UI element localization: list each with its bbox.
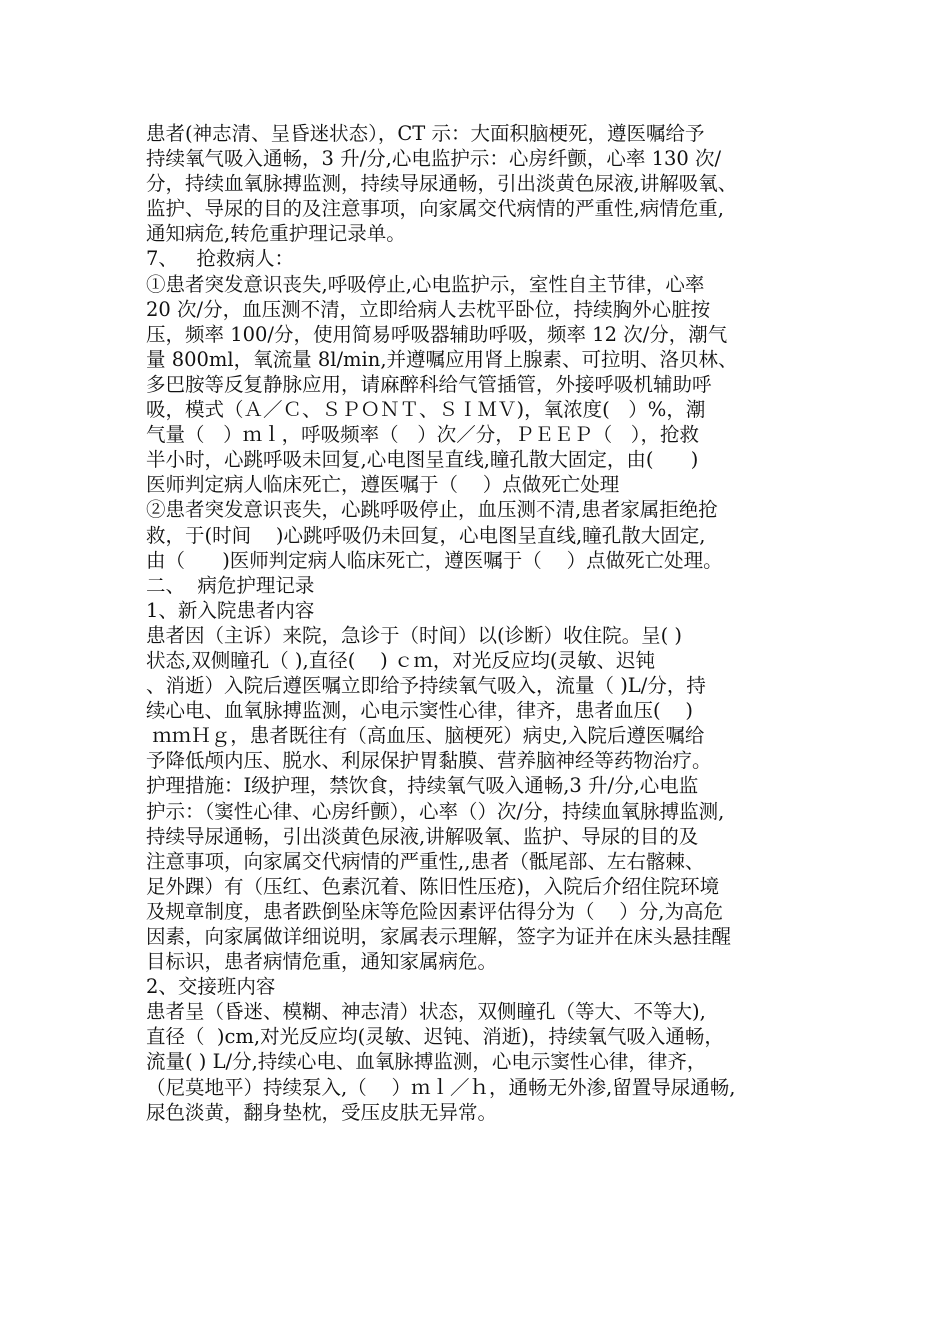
text-line: 通知病危,转危重护理记录单。 bbox=[146, 222, 406, 246]
text-line: 流量( ) L/分,持续心电、血氧脉搏监测，心电示窦性心律，律齐， bbox=[146, 1050, 707, 1074]
text-line: 持续导尿通畅，引出淡黄色尿液,讲解吸氧、监护、导尿的目的及 bbox=[146, 824, 699, 848]
text-line: 由（ )医师判定病人临床死亡，遵医嘱于（ ）点做死亡处理。 bbox=[146, 548, 723, 572]
text-line: 护示：（窦性心律、心房纤颤），心率（）次/分，持续血氧脉搏监测, bbox=[146, 799, 725, 823]
text-line: ②患者突发意识丧失，心跳呼吸停止，血压测不清,患者家属拒绝抢 bbox=[146, 498, 718, 522]
text-line: 持续氧气吸入通畅，3 升/分,心电监护示：心房纤颤，心率 130 次/ bbox=[146, 147, 722, 171]
text-line: ①患者突发意识丧失,呼吸停止,心电监护示，室性自主节律，心率 bbox=[146, 272, 705, 296]
text-line: 吸，模式（Ａ／Ｃ、ＳＰＯＮＴ、ＳＩＭＶ)，氧浓度( ）%，潮 bbox=[146, 398, 706, 422]
text-line: 状态,双侧瞳孔（ ),直径( ) ｃｍ，对光反应均(灵敏、迟钝 bbox=[146, 648, 656, 672]
text-line: 续心电、血氧脉搏监测，心电示窦性心律，律齐，患者血压( ) bbox=[146, 699, 694, 723]
text-line: 护理措施：I级护理，禁饮食，持续氧气吸入通畅,3 升/分,心电监 bbox=[146, 774, 699, 798]
text-line: 多巴胺等反复静脉应用，请麻醉科给气管插管，外接呼吸机辅助呼 bbox=[146, 372, 712, 396]
text-line: 监护、导尿的目的及注意事项，向家属交代病情的严重性,病情危重, bbox=[146, 197, 724, 221]
text-line: 直径（ )cm,对光反应均(灵敏、迟钝、消逝)，持续氧气吸入通畅， bbox=[146, 1025, 724, 1049]
text-line: 患者呈（昏迷、模糊、神志清）状态，双侧瞳孔（等大、不等大), bbox=[146, 1000, 706, 1024]
text-line: 1、新入院患者内容 bbox=[146, 598, 315, 622]
text-line: 注意事项，向家属交代病情的严重性,,患者（骶尾部、左右髂棘、 bbox=[146, 849, 705, 873]
text-line: 分，持续血氧脉搏监测，持续导尿通畅，引出淡黄色尿液,讲解吸氧、 bbox=[146, 172, 738, 196]
text-line: 7、 抢救病人： bbox=[146, 247, 295, 271]
text-line: 救，于(时间 )心跳呼吸仍未回复，心电图呈直线,瞳孔散大固定, bbox=[146, 523, 706, 547]
text-line: 予降低颅内压、脱水、利尿保护胃黏膜、营养脑神经等药物治疗。 bbox=[146, 749, 712, 773]
text-line: 气量（ ）ｍｌ，呼吸频率（ ）次／分，ＰＥＥＰ（ ），抢救 bbox=[146, 423, 700, 447]
text-line: 半小时，心跳呼吸未回复,心电图呈直线,瞳孔散大固定，由( ) bbox=[146, 448, 699, 472]
document-body bbox=[146, 121, 846, 1125]
text-line: 及规章制度，患者跌倒坠床等危险因素评估得分为（ ）分,为高危 bbox=[146, 899, 723, 923]
text-line: 患者因（主诉）来院，急诊于（时间）以(诊断）收住院。呈( ) bbox=[146, 623, 683, 647]
text-line: 足外踝）有（压红、色素沉着、陈旧性压疮)，入院后介绍住院环境 bbox=[146, 874, 720, 898]
text-line: 2、交接班内容 bbox=[146, 975, 276, 999]
text-line: ｍｍＨｇ，患者既往有（高血压、脑梗死）病史,入院后遵医嘱给 bbox=[146, 724, 705, 748]
text-line: 医师判定病人临床死亡，遵医嘱于（ ）点做死亡处理 bbox=[146, 473, 620, 497]
text-line: 量 800ml，氧流量 8l/min,并遵嘱应用肾上腺素、可拉明、洛贝林、 bbox=[146, 347, 738, 371]
text-line: 尿色淡黄，翻身垫枕，受压皮肤无异常。 bbox=[146, 1100, 498, 1124]
text-line: 患者(神志清、呈昏迷状态），CT 示：大面积脑梗死，遵医嘱给予 bbox=[146, 122, 705, 145]
text-line: 二、 病危护理记录 bbox=[146, 573, 315, 597]
text-line: 压，频率 100/分，使用简易呼吸器辅助呼吸，频率 12 次/分，潮气 bbox=[146, 322, 728, 346]
text-line: 、消逝）入院后遵医嘱立即给予持续氧气吸入，流量（ )L/分，持 bbox=[146, 674, 706, 698]
text-line: 20 次/分，血压测不清，立即给病人去枕平卧位，持续胸外心脏按 bbox=[146, 297, 711, 321]
text-line: 目标识，患者病情危重，通知家属病危。 bbox=[146, 950, 498, 974]
text-line: （尼莫地平）持续泵入,（ ）ｍｌ／ｈ，通畅无外渗,留置导尿通畅, bbox=[146, 1075, 736, 1099]
text-line: 因素，向家属做详细说明，家属表示理解，签字为证并在床头悬挂醒 bbox=[146, 925, 732, 948]
